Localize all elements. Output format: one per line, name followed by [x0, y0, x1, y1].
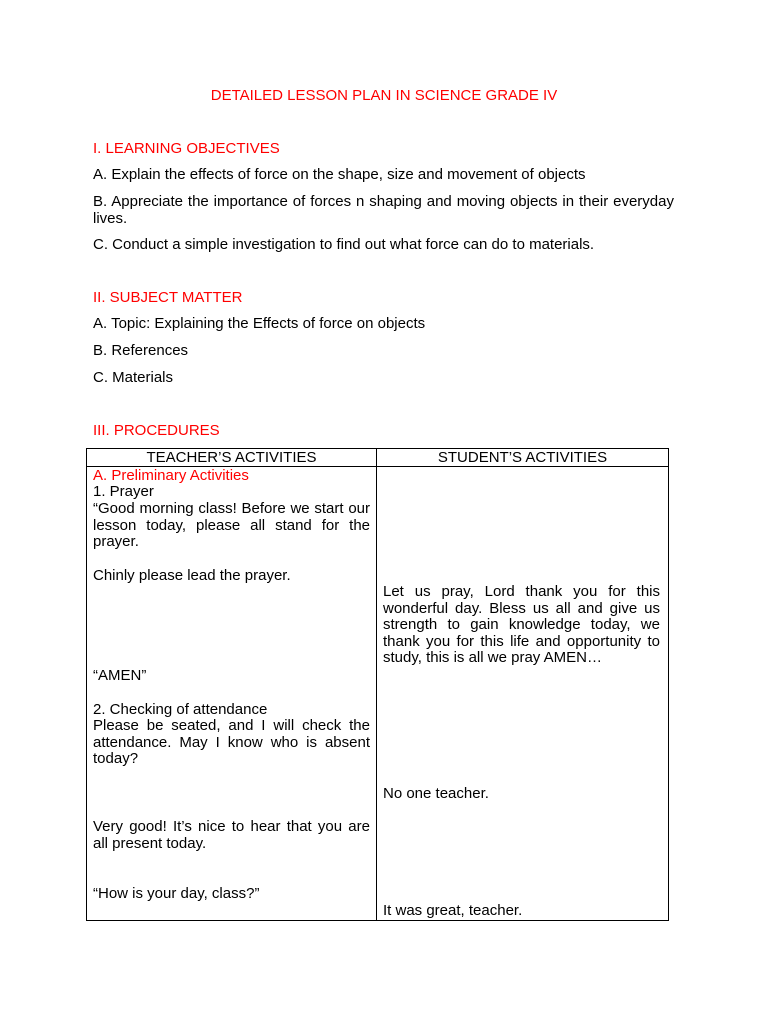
subject-item: C. Materials	[93, 369, 174, 386]
objective-item: B. Appreciate the importance of forces n shaping and moving objects in their everyday lives.	[93, 193, 674, 227]
objectives-heading: I. LEARNING OBJECTIVES	[93, 140, 280, 157]
objective-item: C. Conduct a simple investigation to find out what force can do to materials.	[93, 236, 595, 253]
no-one-absent-text: No one teacher.	[383, 785, 489, 802]
student-activities-cell	[377, 467, 669, 921]
student-activities-header: STUDENT’S ACTIVITIES	[377, 449, 669, 467]
teacher-activities-header: TEACHER’S ACTIVITIES	[87, 449, 377, 467]
it-was-great-text: It was great, teacher.	[383, 902, 523, 919]
table-header-row	[87, 449, 669, 467]
teacher-activities-cell	[87, 467, 377, 921]
lead-prayer-text: Chinly please lead the prayer.	[93, 567, 291, 584]
subject-item: A. Topic: Explaining the Effects of force on objects	[93, 315, 426, 332]
objective-item: A. Explain the effects of force on the shape, size and movement of objects	[93, 166, 586, 183]
procedures-heading: III. PROCEDURES	[93, 422, 220, 439]
how-is-your-day-text: “How is your day, class?”	[93, 885, 260, 902]
subject-item: B. References	[93, 342, 189, 359]
preliminary-activities-label: A. Preliminary Activities	[93, 467, 249, 484]
amen-text: “AMEN”	[93, 667, 147, 684]
attendance-text: Please be seated, and I will check the attendance. May I know who is absent today?	[93, 717, 370, 768]
prayer-label: 1. Prayer	[93, 483, 154, 500]
procedures-table	[86, 448, 669, 921]
very-good-text: Very good! It’s nice to hear that you are all present today.	[93, 818, 370, 852]
document-title: DETAILED LESSON PLAN IN SCIENCE GRADE IV	[210, 87, 558, 104]
prayer-instruction: “Good morning class! Before we start our lesson today, please all stand for the prayer.	[93, 500, 370, 551]
attendance-label: 2. Checking of attendance	[93, 701, 268, 718]
table-row	[87, 467, 669, 921]
subject-matter-heading: II. SUBJECT MATTER	[93, 289, 243, 306]
student-prayer-text: Let us pray, Lord thank you for this wonderful day. Bless us all and give us strength to gain knowledge today, we thank you for this life and opportunity to study, this is all we pray AMEN…	[383, 583, 660, 667]
